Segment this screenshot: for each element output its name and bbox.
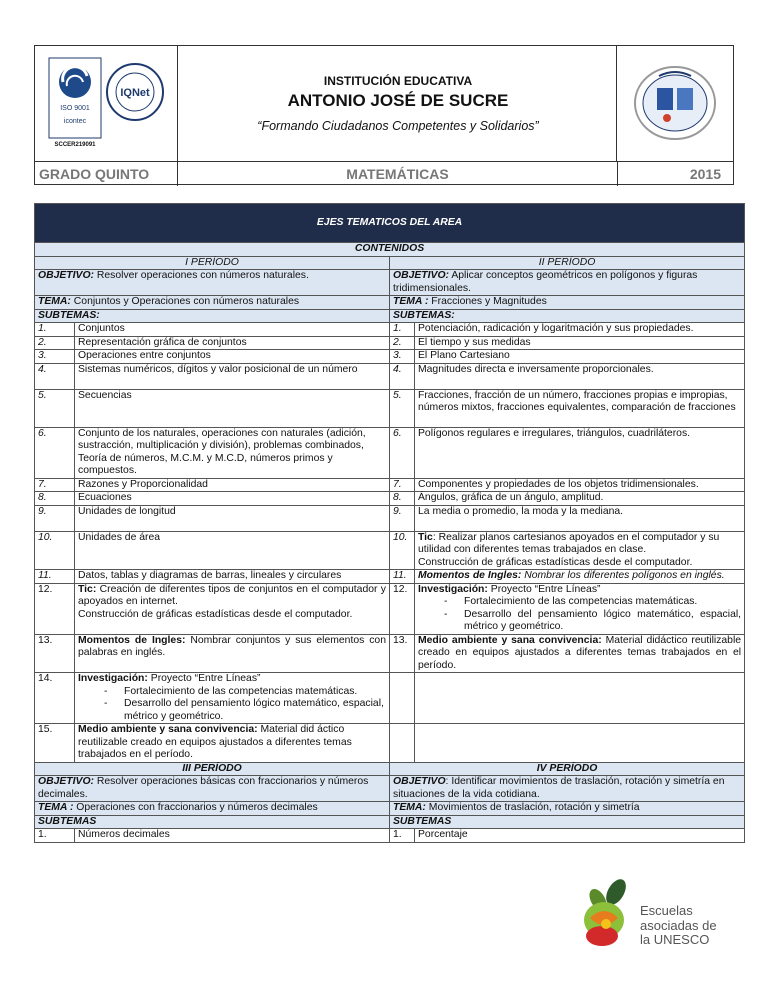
list-item: El tiempo y sus medidas [415,336,745,350]
item-text: Proyecto “Entre Líneas” [147,673,261,684]
iqnet-text: IQNet [120,87,150,99]
item-text-2: Construcción de gráficas estadísticas desde el computador. [78,608,353,620]
theme-1-text: Conjuntos y Operaciones con números naturales [70,296,300,307]
list-item: Razones y Proporcionalidad [75,478,390,492]
list-item: Conjuntos [75,323,390,337]
objective-4-label: OBJETIVO [393,776,446,787]
item-bold: Tic [418,531,433,543]
item-number: 3. [390,350,415,364]
period-4-header: IV PERÍODO [390,762,745,776]
item-bold: Momentos de Ingles: [78,634,186,646]
grade-subject-bar [35,161,733,186]
list-item: Porcentaje [415,829,745,843]
list-item [415,531,745,570]
item-number: 10. [390,531,415,570]
theme-3-label: TEMA : [38,802,74,813]
list-item [415,634,745,673]
institution-label: INSTITUCIÓN EDUCATIVA [323,74,473,88]
item-number: 7. [35,478,75,492]
table-row [35,531,745,570]
certification-logos [35,46,178,161]
sub-list [78,686,386,724]
table-row [35,389,745,427]
table-row [35,492,745,506]
table-row [35,350,745,364]
document-header [34,45,734,185]
objective-3 [35,776,390,802]
item-number: 14. [35,673,75,724]
unesco-tree-icon [570,870,640,960]
subtopics-4-label: SUBTEMAS [390,815,745,829]
list-item: Componentes y propiedades de los objetos tridimensionales. [415,478,745,492]
iso-icontec-logo [35,46,177,160]
list-item: Unidades de área [75,531,390,570]
objective-1 [35,270,390,296]
item-number: 1. [35,829,75,843]
item-bold: Medio ambiente y sana convivencia: [78,724,258,735]
list-item: Sistemas numéricos, dígitos y valor posicional de un número [75,363,390,389]
item-text: Creación de diferentes tipos de conjuntos en el computador y apoyados en internet. [78,583,386,607]
item-number: 6. [35,427,75,478]
sub-list-item: - Fortalecimiento de las competencias matemáticas. [464,596,741,609]
item-number: 11. [35,570,75,584]
objective-1-text: Resolver operaciones con números naturales. [94,270,309,281]
subject-label: MATEMÁTICAS [178,162,618,186]
subtopics-1-label: SUBTEMAS: [35,309,390,323]
list-item: Representación gráfica de conjuntos [75,336,390,350]
table-row [35,634,745,673]
item-number: 5. [35,389,75,427]
item-number: 13. [35,634,75,673]
item-bold: Investigación: [418,583,488,595]
list-item: Potenciación, radicación y logaritmación y sus propiedades. [415,323,745,337]
institution-motto: “Formando Ciudadanos Competentes y Solidarios” [257,119,539,133]
item-number: 1. [390,323,415,337]
item-number: 6. [390,427,415,478]
icontec-text: icontec [63,118,87,125]
objective-3-text: Resolver operaciones básicas con fraccionarios y números decimales. [38,776,369,800]
period-2-header: II PERÍODO [390,256,745,270]
list-item: Polígonos regulares e irregulares, triángulos, cuadriláteros. [415,427,745,478]
item-bold: Tic: [78,583,97,595]
item-text-2: Construcción de gráficas estadísticas desde el computador. [418,556,693,568]
item-number: 4. [35,363,75,389]
item-number: 8. [390,492,415,506]
unesco-line-1: Escuelas [640,903,693,918]
objective-4 [390,776,745,802]
table-row [35,583,745,634]
list-item: Conjunto de los naturales, operaciones con naturales (adición, sustracción, multiplicación y división), problemas combinados, Teoría de números, M.C.M. y M.C.D, números primos y compuestos. [75,427,390,478]
item-number: 2. [390,336,415,350]
objective-1-label: OBJETIVO: [38,270,95,281]
iso-text: ISO 9001 [60,105,90,112]
theme-2-text: Fracciones y Magnitudes [428,296,547,307]
item-number: 2. [35,336,75,350]
item-number: 1. [390,829,415,843]
theme-3-text: Operaciones con fraccionarios y números decimales [73,802,318,813]
theme-1 [35,296,390,310]
theme-1-label: TEMA: [38,296,71,307]
item-number: 5. [390,389,415,427]
topics-table [34,203,745,843]
theme-4-label: TEMA: [393,802,426,813]
item-bold: Investigación: [78,673,148,684]
item-bold: Momentos de Ingles: [418,570,522,581]
period-3-header: III PERÍODO [35,762,390,776]
item-text: Proyecto “Entre Líneas” [487,583,601,595]
table-title: EJES TEMATICOS DEL AREA [35,204,745,243]
list-item: Datos, tablas y diagramas de barras, lineales y circulares [75,570,390,584]
theme-3 [35,802,390,816]
school-crest-icon [617,46,733,160]
list-item [75,724,390,763]
list-item: Fracciones, fracción de un número, fracciones propias e impropias, números mixtos, fracciones equivalentes, comparación de fracciones [415,389,745,427]
sub-list-item: - Fortalecimiento de las competencias matemáticas. [124,686,386,699]
sub-list-item: - Desarrollo del pensamiento lógico matemático, espacial, métrico y geométrico. [124,698,386,723]
item-number: 3. [35,350,75,364]
item-number: 11. [390,570,415,584]
list-item [75,673,390,724]
item-number: 7. [390,478,415,492]
year-label: 2015 [689,166,721,182]
list-item: Magnitudes directa e inversamente proporcionales. [415,363,745,389]
sub-list-item: - Desarrollo del pensamiento lógico matemático, espacial, métrico y geométrico. [464,609,741,634]
grade-label: GRADO QUINTO [35,162,178,186]
school-crest [616,46,733,161]
item-text: Material did áctico reutilizable creado en equipos ajustados a diferentes temas trabajados en el período. [78,724,352,760]
item-number: 9. [35,505,75,531]
table-row [35,363,745,389]
table-row [35,570,745,584]
item-text: Nombrar los diferentes polígonos en inglés. [521,570,725,581]
list-item: Ángulos, gráfica de un ángulo, amplitud. [415,492,745,506]
list-item: Unidades de longitud [75,505,390,531]
theme-4-text: Movimientos de traslación, rotación y simetría [425,802,640,813]
table-row [35,427,745,478]
table-row [35,673,745,724]
item-number: 10. [35,531,75,570]
list-item [415,583,745,634]
item-text: : Realizar planos cartesianos apoyados en el computador y su utilidad con diferentes temas trabajados en clase. [418,531,720,555]
cert-code-text: SCCER219091 [54,142,96,148]
table-row [35,336,745,350]
period-1-header: I PERÍODO [35,256,390,270]
item-number: 9. [390,505,415,531]
table-row [35,724,745,763]
unesco-line-3: la UNESCO [640,932,710,947]
theme-2-label: TEMA : [393,296,429,307]
item-number: 8. [35,492,75,506]
list-item [75,583,390,634]
list-item: El Plano Cartesiano [415,350,745,364]
theme-4 [390,802,745,816]
item-number: 15. [35,724,75,763]
unesco-line-2: asociadas de [640,917,717,933]
objective-2-text: Aplicar conceptos geométricos en polígonos y figuras tridimensionales. [393,270,698,294]
list-item: Números decimales [75,829,390,843]
table-row [35,323,745,337]
subtopics-3-label: SUBTEMAS [35,815,390,829]
objective-3-label: OBJETIVO: [38,776,95,787]
institution-block [178,46,618,161]
institution-name: ANTONIO JOSÉ DE SUCRE [287,91,509,110]
item-number: 4. [390,363,415,389]
sub-list [418,596,741,634]
objective-4-text: : Identificar movimientos de traslación, rotación y simetría en situaciones de la vida cotidiana. [393,776,725,800]
unesco-text [640,904,717,948]
item-number: 1. [35,323,75,337]
item-number: 13. [390,634,415,673]
list-item: Ecuaciones [75,492,390,506]
item-text: Nombrar conjuntos y sus elementos con palabras en inglés. [78,634,386,658]
item-number: 12. [35,583,75,634]
list-item [415,570,745,584]
table-row [35,478,745,492]
item-text: Material didáctico reutilizable creado en equipos ajustados a diferentes temas trabajados en el período. [418,634,742,671]
item-bold: Medio ambiente y sana convivencia: [418,634,602,646]
list-item: Secuencias [75,389,390,427]
objective-2-label: OBJETIVO: [393,270,450,281]
list-item: La media o promedio, la moda y la mediana. [415,505,745,531]
subtopics-2-label: SUBTEMAS: [390,309,745,323]
table-row [35,505,745,531]
item-number: 12. [390,583,415,634]
list-item [75,634,390,673]
objective-2 [390,270,745,296]
list-item: Operaciones entre conjuntos [75,350,390,364]
table-row [35,829,745,843]
theme-2 [390,296,745,310]
contenidos-header: CONTENIDOS [35,243,745,257]
